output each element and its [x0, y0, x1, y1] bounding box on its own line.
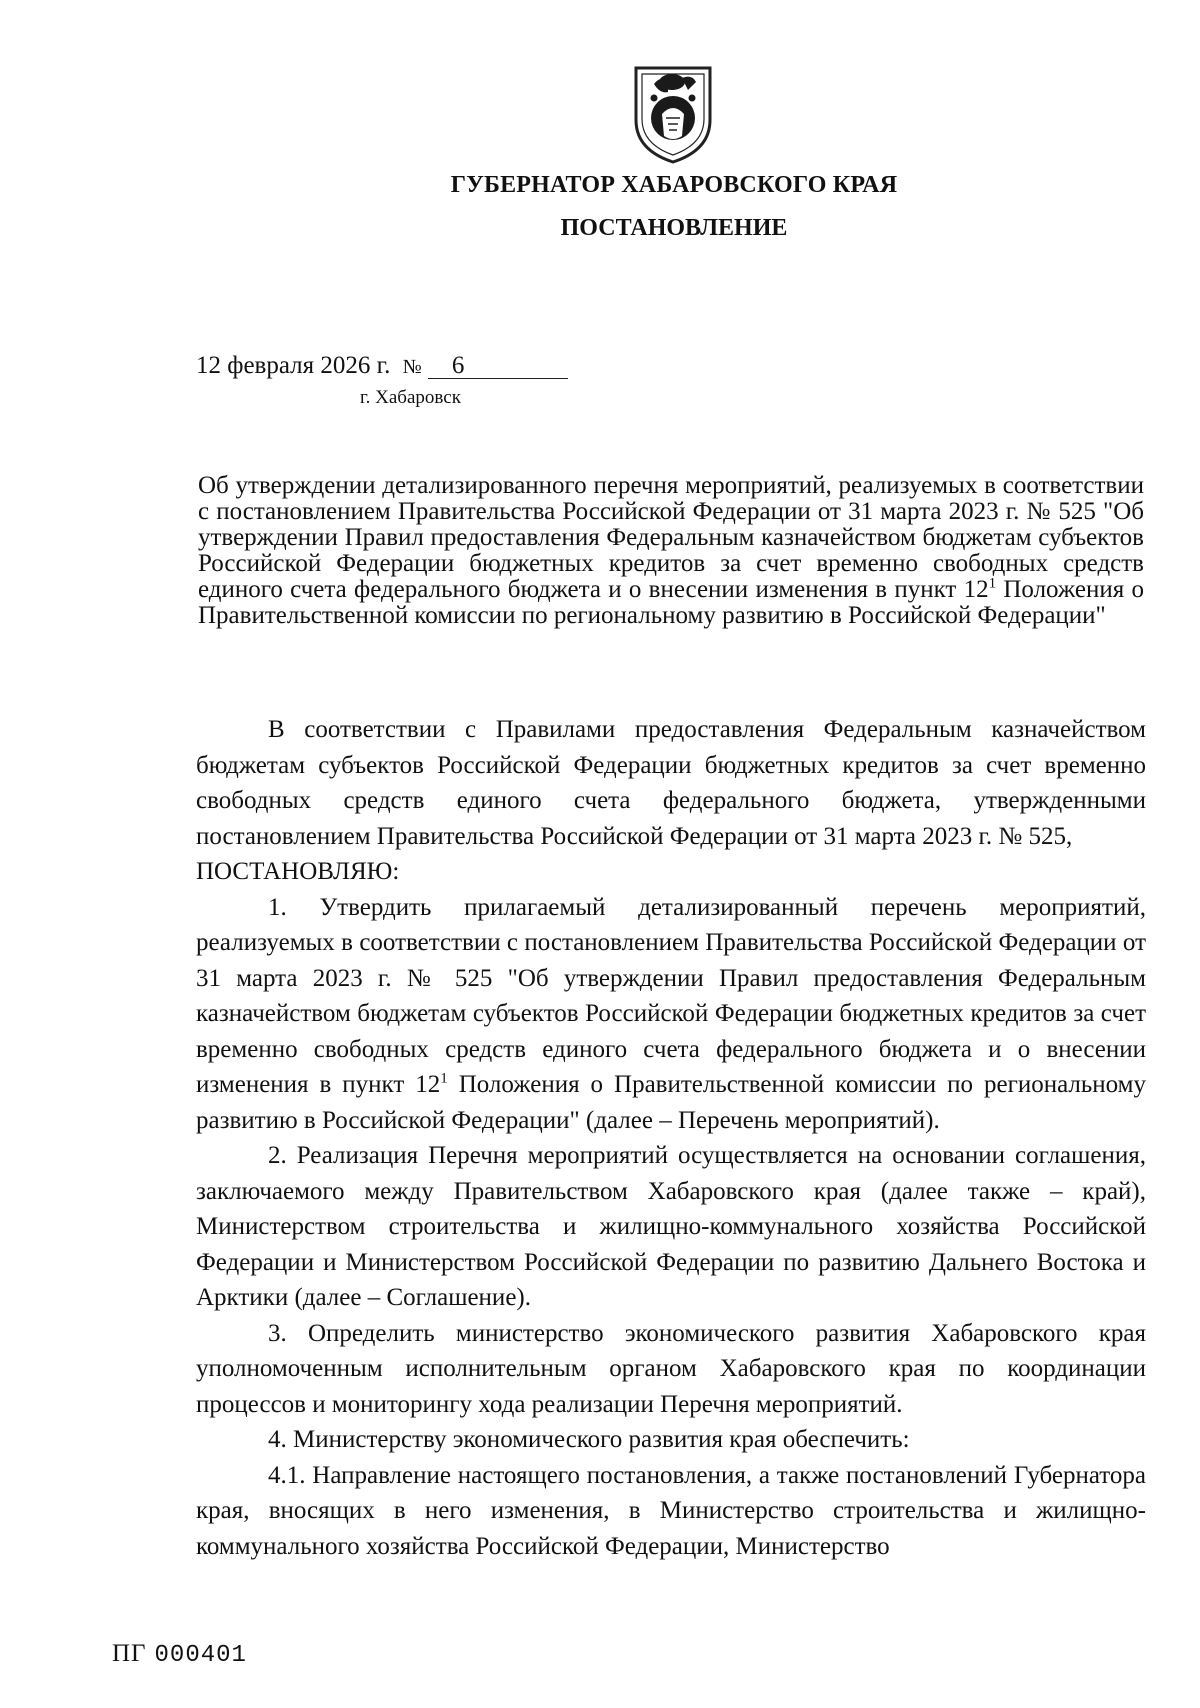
item-1-text-end: Положения о Правительственной комиссии по региональному развитию в Российской Федерации" (далее – Перечень мероприятий).	[196, 1071, 1146, 1134]
item-1	[196, 890, 1146, 1139]
document-body	[196, 712, 1146, 1564]
coat-of-arms-icon	[632, 62, 714, 164]
subject-superscript: 1	[988, 575, 997, 592]
item-3: 3. Определить министерство экономического развития Хабаровского края уполномоченным исполнительным органом Хабаровского края по координации процессов и мониторингу хода реализации Перечня мероприятий.	[196, 1319, 1146, 1418]
item-4: 4. Министерству экономического развития края обеспечить:	[268, 1426, 910, 1453]
decree-word: ПОСТАНОВЛЯЮ:	[196, 858, 400, 885]
date-number-line	[196, 352, 568, 380]
number-label: №	[402, 356, 422, 378]
preamble-paragraph: В соответствии с Правилами предоставления Федеральным казначейством бюджетам субъектов Российской Федерации бюджетных кредитов за счет временно свободных средств единого счета федерального бюджета, утвержденными постановлением Правительства Российской Федерации от 31 марта 2023 г. № 525,	[196, 716, 1146, 850]
subject-text: Об утверждении детализированного перечня мероприятий, реализуемых в соответствии с постановлением Правительства Российской Федерации от 31 марта 2023 г. № 525 "Об утверждении Правил предоставления Федеральным казначейством бюджетам субъектов Российской Федерации бюджетных кредитов за счет временно свободных средств единого счета федерального бюджета и о внесении изменения в пункт 12	[198, 472, 1144, 603]
form-number: 000401	[154, 1642, 247, 1669]
document-number: 6	[428, 354, 568, 379]
item-4-1: 4.1. Направление настоящего постановления, а также постановлений Губернатора края, вносящих в него изменения, в Министерство строительства и жилищно-коммунального хозяйства Российской Федерации, Министерство	[196, 1461, 1146, 1560]
issuer-title: ГУБЕРНАТОР ХАБАРОВСКОГО КРАЯ	[450, 172, 898, 198]
document-city: г. Хабаровск	[360, 387, 461, 408]
item-1-superscript: 1	[440, 1070, 448, 1087]
form-series: ПГ	[112, 1640, 147, 1667]
document-subject	[198, 473, 1144, 629]
item-1-text: 1. Утвердить прилагаемый детализированный перечень мероприятий, реализуемых в соответствии с постановлением Правительства Российской Федерации от 31 марта 2023 г. № 525 "Об утверждении Правил предоставления Федеральным казначейством бюджетам субъектов Российской Федерации бюджетных кредитов за счет временно свободных средств единого счета федерального бюджета и о внесении изменения в пункт 12	[196, 893, 1146, 1098]
form-serial	[112, 1640, 247, 1669]
subject-text-end: Положения о Правительственной комиссии по региональному развитию в Российской Федерации"	[198, 576, 1144, 629]
item-2: 2. Реализация Перечня мероприятий осуществляется на основании соглашения, заключаемого между Правительством Хабаровского края (далее также – край), Министерством строительства и жилищно-коммунального хозяйства Российской Федерации и Министерством Российской Федерации по развитию Дальнего Востока и Арктики (далее – Соглашение).	[196, 1142, 1146, 1311]
document-date: 12 февраля 2026 г.	[196, 352, 391, 379]
document-type: ПОСТАНОВЛЕНИЕ	[560, 215, 788, 241]
